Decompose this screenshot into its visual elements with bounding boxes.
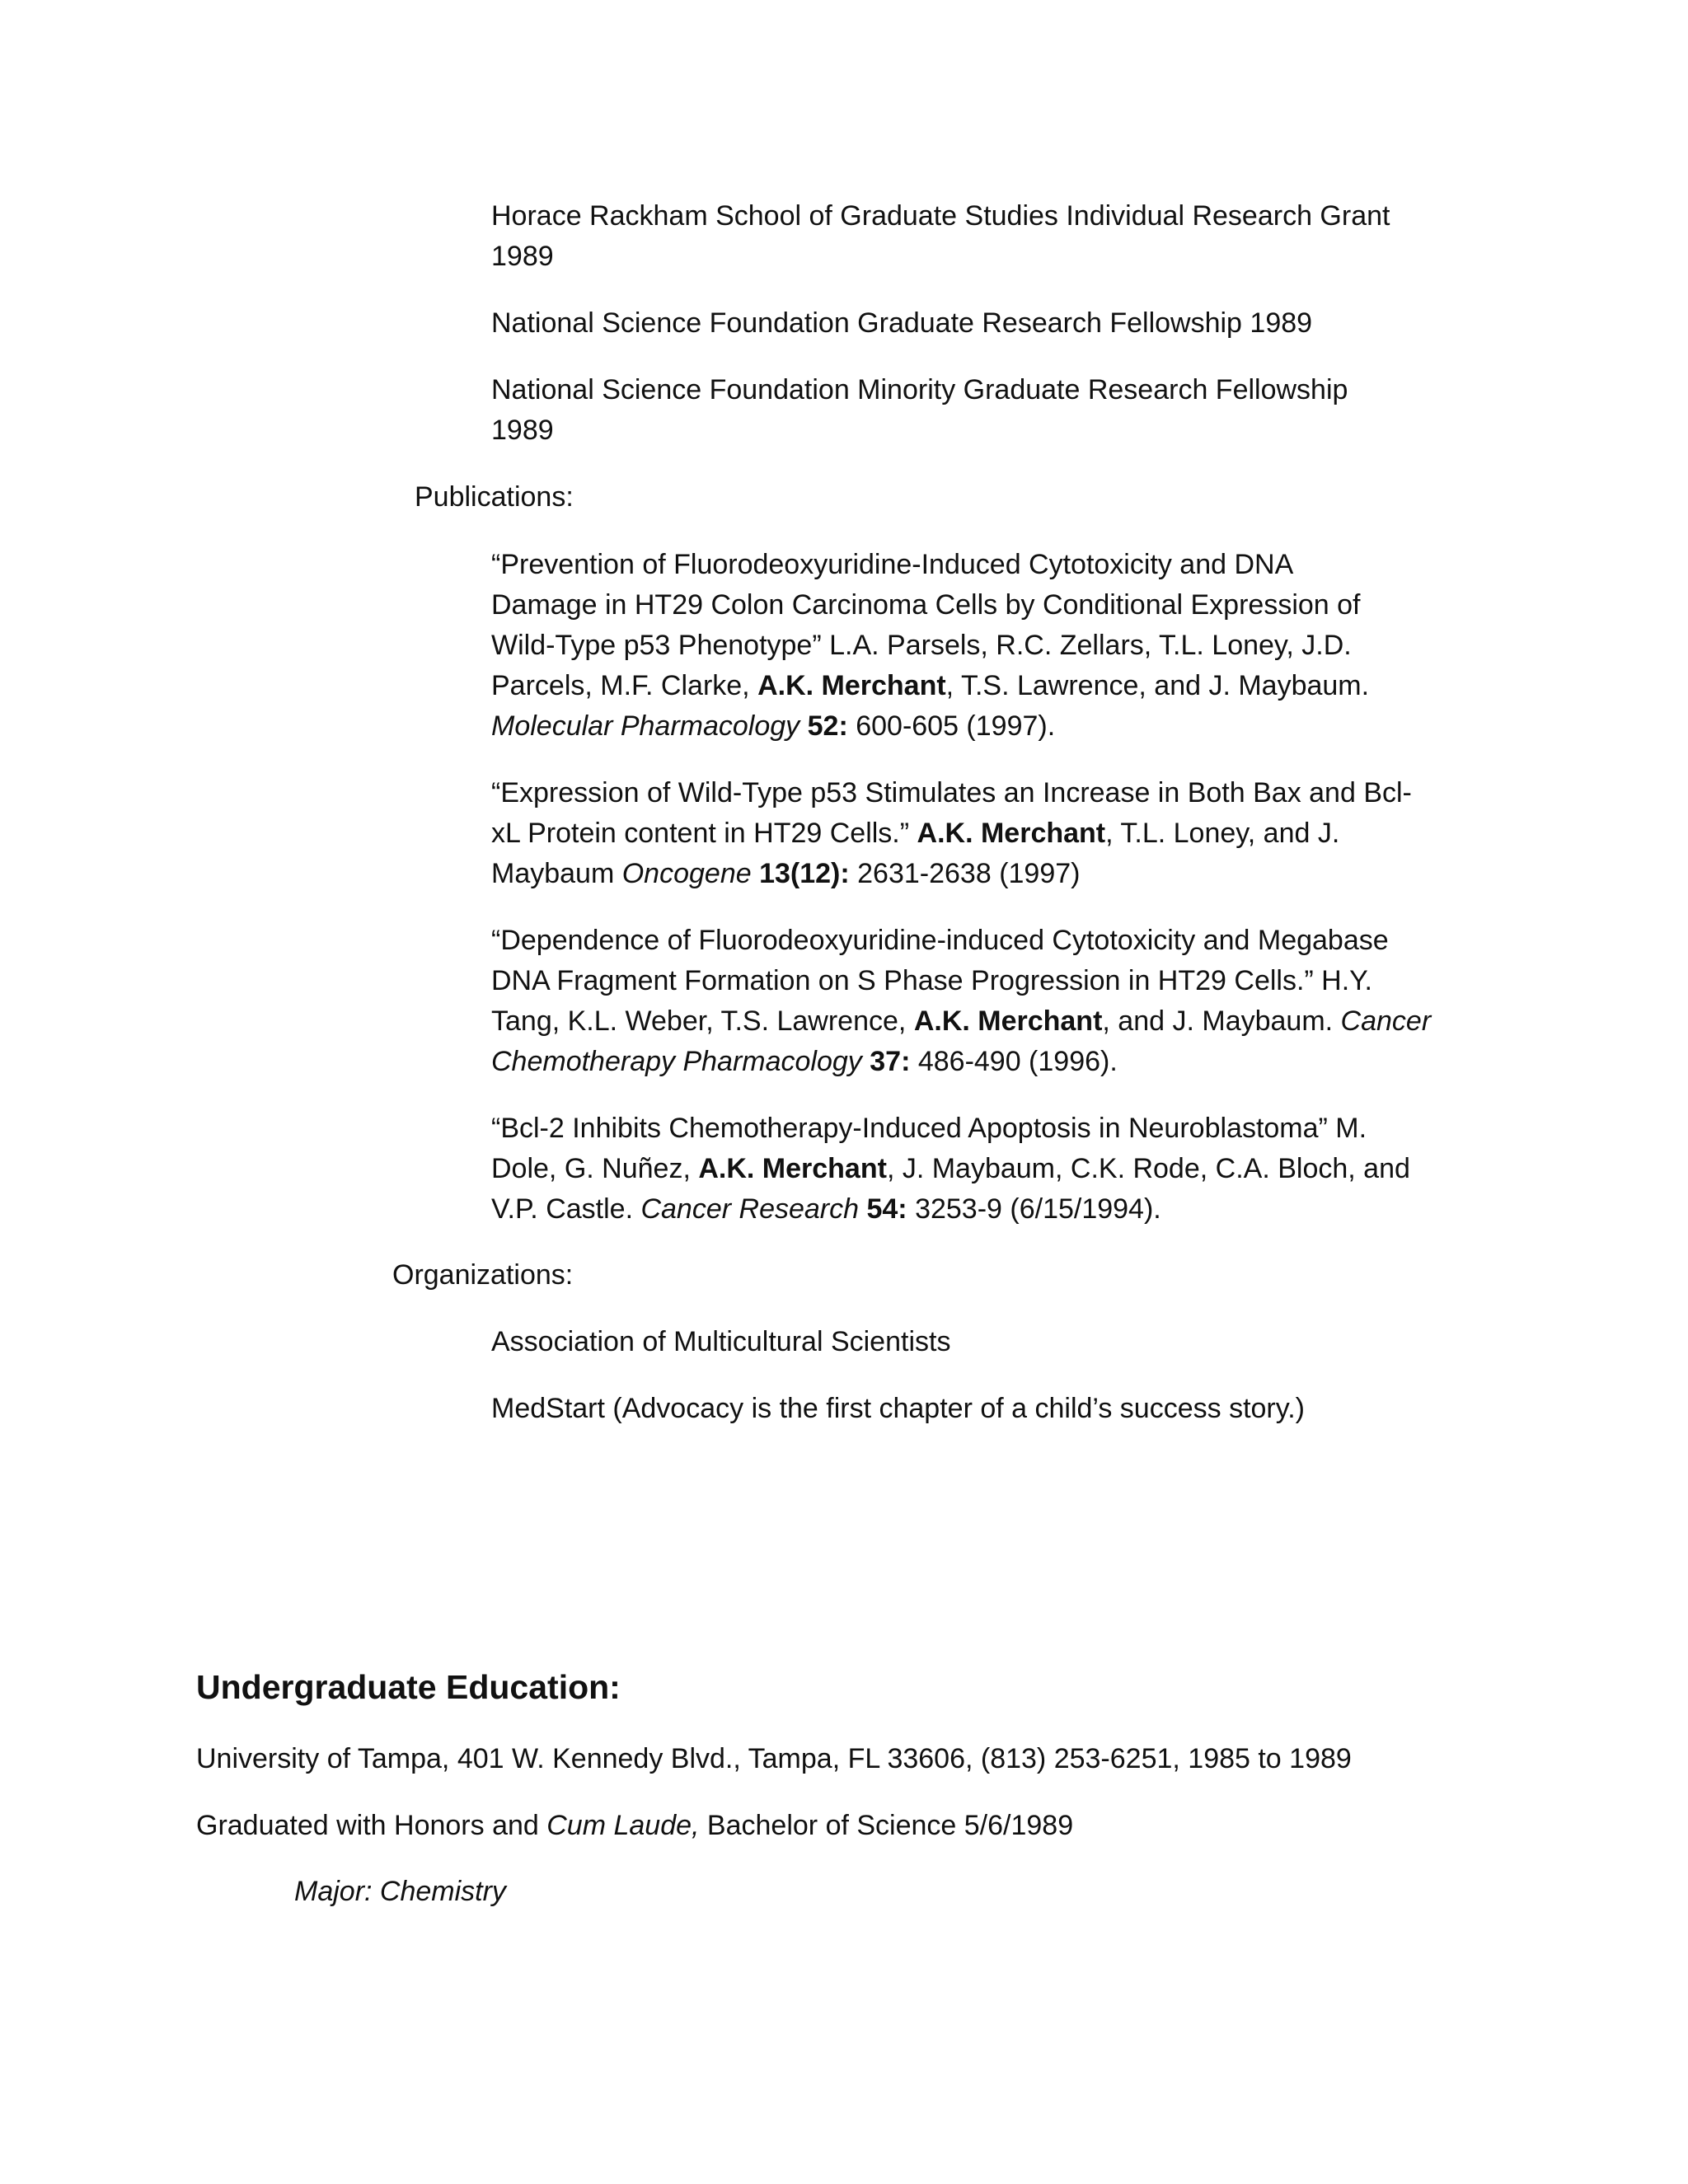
pub4-line1: “Bcl-2 Inhibits Chemotherapy-Induced Apoptosis in Neuroblastoma” M. [491, 1113, 1367, 1144]
pub4-line3 [491, 1188, 1161, 1230]
pub4-highlight-author: A.K. Merchant [698, 1153, 887, 1184]
pub1-highlight-author: A.K. Merchant [757, 670, 946, 701]
pub2-highlight-author: A.K. Merchant [917, 818, 1106, 849]
pub3-line2: DNA Fragment Formation on S Phase Progression in HT29 Cells.” H.Y. [491, 965, 1372, 996]
pub3-coauthors-b: , and J. Maybaum. [1102, 1005, 1341, 1037]
graduation-text-b: Bachelor of Science 5/6/1989 [699, 1810, 1074, 1841]
graduation-honor: Cum Laude, [546, 1810, 700, 1841]
pub2-coauthor-end: Maybaum [491, 858, 622, 889]
pub3-line3 [491, 1001, 1431, 1042]
pub3-volume: 37: [870, 1046, 911, 1077]
pub3-coauthors-a: Tang, K.L. Weber, T.S. Lawrence, [491, 1005, 914, 1037]
organization-item: Association of Multicultural Scientists [491, 1326, 951, 1357]
pub1-coauthors-a: Parcels, M.F. Clarke, [491, 670, 758, 701]
pub4-pages: 3253-9 (6/15/1994). [907, 1193, 1161, 1225]
graduation-text-a: Graduated with Honors and [196, 1810, 547, 1841]
pub1-line2: Damage in HT29 Colon Carcinoma Cells by Conditional Expression of [491, 589, 1361, 621]
undergrad-school: University of Tampa, 401 W. Kennedy Blvd., Tampa, FL 33606, (813) 253-6251, 1985 to 1989 [196, 1743, 1352, 1774]
organizations-label: Organizations: [392, 1259, 574, 1291]
pub2-line3 [491, 853, 1080, 894]
award-rackham-line2: 1989 [491, 241, 554, 272]
pub4-coauthors-b: , J. Maybaum, C.K. Rode, C.A. Bloch, and [886, 1153, 1410, 1184]
pub1-line3: Wild-Type p53 Phenotype” L.A. Parsels, R.C. Zellars, T.L. Loney, J.D. [491, 630, 1352, 661]
pub2-journal: Oncogene [621, 858, 752, 889]
pub1-pages: 600-605 (1997). [847, 710, 1056, 742]
undergrad-heading: Undergraduate Education: [196, 1668, 621, 1706]
undergrad-graduation [196, 1805, 1073, 1846]
pub2-coauthors: , T.L. Loney, and J. [1105, 818, 1340, 849]
pub3-line4 [491, 1041, 1118, 1082]
pub1-line4 [491, 665, 1369, 706]
pub1-volume: 52: [807, 710, 848, 742]
pub2-title-end: xL Protein content in HT29 Cells.” [491, 818, 917, 849]
award-nsf-minority-line2: 1989 [491, 415, 554, 446]
organization-item: MedStart (Advocacy is the first chapter of a child’s success story.) [491, 1393, 1305, 1424]
pub1-journal: Molecular Pharmacology [491, 710, 800, 742]
pub4-journal: Cancer Research [640, 1193, 860, 1225]
pub4-volume: 54: [866, 1193, 907, 1225]
pub4-line2 [491, 1148, 1410, 1189]
pub3-journal-part2: Chemotherapy Pharmacology [491, 1046, 862, 1077]
pub4-coauthor-end: V.P. Castle. [491, 1193, 641, 1225]
pub2-line1: “Expression of Wild-Type p53 Stimulates an Increase in Both Bax and Bcl- [491, 777, 1412, 808]
undergrad-major [294, 1871, 506, 1912]
award-nsf-minority-line1: National Science Foundation Minority Graduate Research Fellowship [491, 374, 1348, 405]
pub3-highlight-author: A.K. Merchant [913, 1005, 1103, 1037]
pub1-line1: “Prevention of Fluorodeoxyuridine-Induced Cytotoxicity and DNA [491, 549, 1294, 580]
award-nsf-fellowship: National Science Foundation Graduate Research Fellowship 1989 [491, 307, 1313, 339]
major-text: Major: Chemistry [294, 1876, 506, 1907]
pub4-coauthors-a: Dole, G. Nuñez, [491, 1153, 699, 1184]
pub1-coauthors-b: , T.S. Lawrence, and J. Maybaum. [945, 670, 1370, 701]
pub3-pages: 486-490 (1996). [910, 1046, 1118, 1077]
pub3-line1: “Dependence of Fluorodeoxyuridine-induced Cytotoxicity and Megabase [491, 925, 1389, 956]
pub2-line2 [491, 813, 1339, 854]
pub1-line5 [491, 705, 1055, 747]
publications-label: Publications: [415, 481, 574, 513]
pub2-pages: 2631-2638 (1997) [849, 858, 1081, 889]
award-rackham-line1: Horace Rackham School of Graduate Studies Individual Research Grant [491, 200, 1390, 232]
pub3-journal-part1: Cancer [1340, 1005, 1432, 1037]
pub2-volume: 13(12): [759, 858, 850, 889]
